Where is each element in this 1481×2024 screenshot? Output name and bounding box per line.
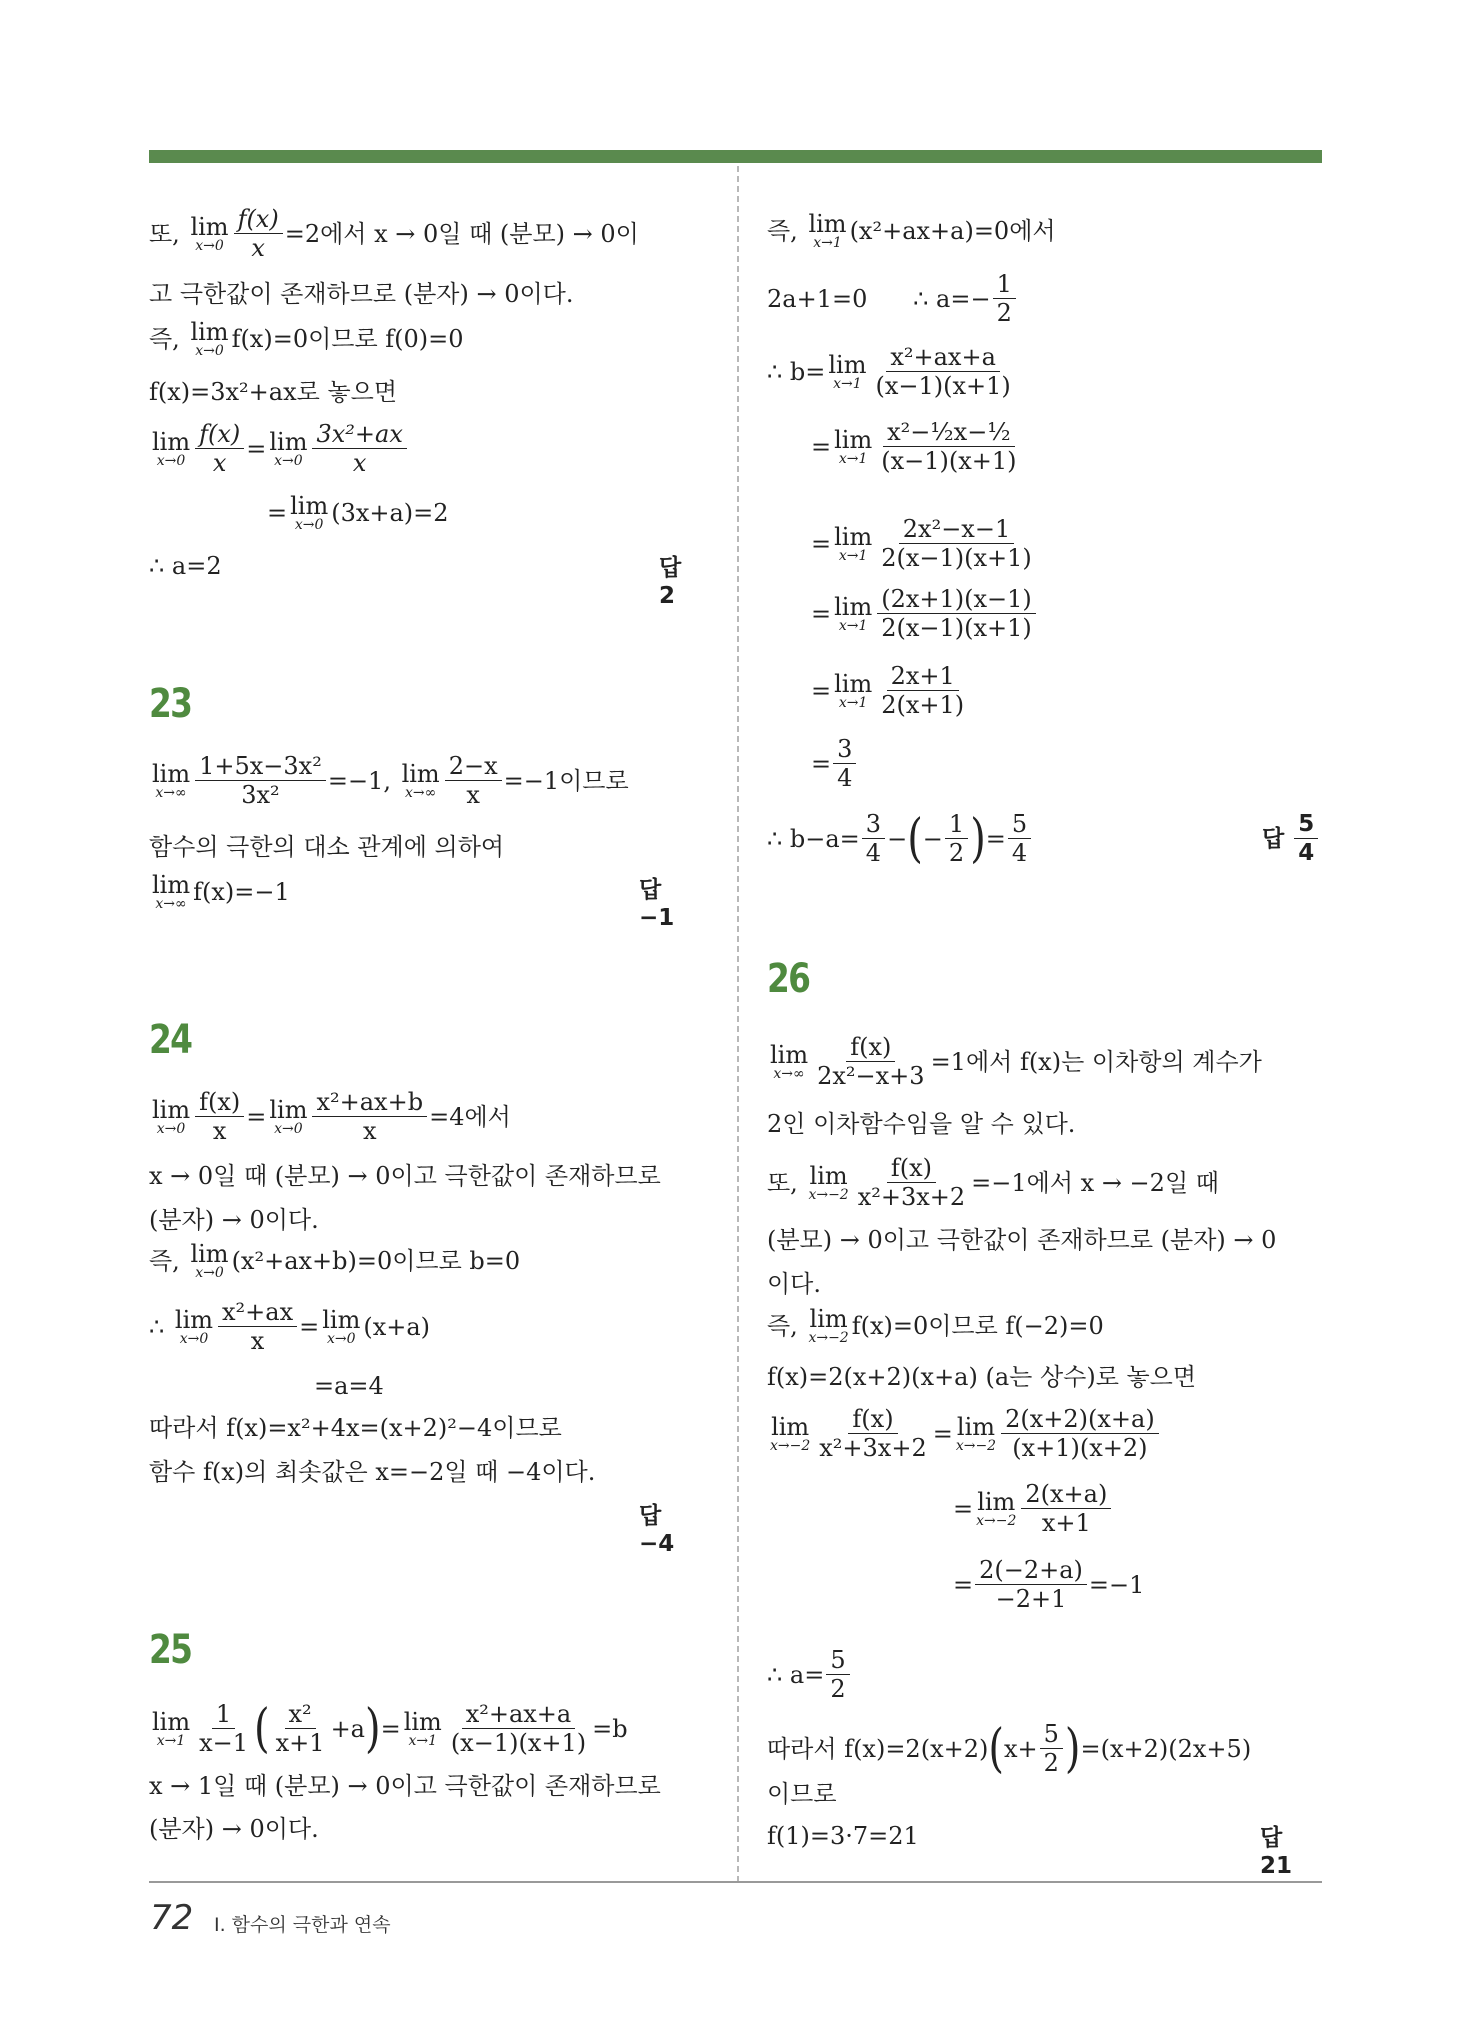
fraction: 2(x+2)(x+a) (x+1)(x+2) bbox=[1001, 1405, 1159, 1462]
p26-line14: f(1)=3·7=21 bbox=[767, 1822, 919, 1850]
p26-line4: (분모) → 0이고 극한값이 존재하므로 (분자) → 0 bbox=[767, 1226, 1277, 1254]
lim: lim x→∞ bbox=[152, 871, 191, 912]
lim: lim x→∞ bbox=[152, 759, 191, 801]
p26-line6: 즉, lim x→−2 f(x)=0이므로 f(−2)=0 bbox=[767, 1305, 1104, 1346]
lim: lim x→∞ bbox=[770, 1040, 809, 1082]
fraction: 3x²+ax x bbox=[312, 420, 406, 477]
p26-line2: 2인 이차함수임을 알 수 있다. bbox=[767, 1110, 1076, 1138]
p23-line3: lim x→∞ f(x)=−1 bbox=[152, 871, 290, 912]
fraction: 2x+1 2(x+1) bbox=[881, 662, 965, 719]
p22-line4: f(x)=3x²+ax로 놓으면 bbox=[149, 378, 397, 406]
lim: lim x→0 bbox=[152, 1095, 191, 1137]
lim: lim x→−2 bbox=[808, 1161, 849, 1203]
fraction: $\frac{1}{2}$ bbox=[993, 270, 1016, 327]
p25c-line3: ∴ b= lim x→1 x²+ax+a (x−1)(x+1) bbox=[767, 343, 1017, 400]
p24-line6: =a=4 bbox=[314, 1372, 384, 1400]
fraction: $\frac{3}{4}$ bbox=[862, 810, 885, 867]
column-divider bbox=[737, 166, 739, 1882]
p26-line12: 따라서 f(x)=2(x+2) ( x+ $\frac{5}{2}$ ) =(x+2)(2x+5) bbox=[767, 1718, 1252, 1779]
answer-23: 답 −1 bbox=[639, 877, 675, 931]
lim: lim x→1 bbox=[834, 425, 873, 467]
lim: lim x→−2 bbox=[808, 1305, 849, 1346]
lim: lim x→1 bbox=[834, 669, 873, 711]
p25-line1: lim x→1 1 x−1 ( x² x+1 +a ) = lim x→1 $\frac{\text{x²+ax+a}}{(x-1)(x+1)}$ =b bbox=[152, 1698, 628, 1759]
p26-line3: 또, lim x→−2 $\frac{f(x)}{\text{x²+3x+2}}$ =−1에서 x → −2일 때 bbox=[767, 1154, 1219, 1211]
p23-line1: lim x→∞ $\frac{\text{1+5x−3x²}}{\text{3x²}}$ =−1, lim x→∞ $\frac{2-x}{x}$ =−1이므로 bbox=[152, 752, 629, 809]
p22-line3: 즉, lim x→0 f(x)=0이므로 f(0)=0 bbox=[149, 318, 464, 359]
p24-line1: lim x→0 $\frac{f(x)}{x}$ = lim x→0 $\frac{\text{x²+ax+b}}{x}$ =4에서 bbox=[152, 1088, 511, 1145]
problem-number-24: 24 bbox=[149, 1017, 192, 1063]
fraction: $\frac{f(x)}{\text{x²+3x+2}}$ bbox=[819, 1405, 927, 1462]
p26-line7: f(x)=2(x+2)(x+a) (a는 상수)로 놓으면 bbox=[767, 1363, 1197, 1391]
p25c-line6: = lim x→1 (2x+1)(x−1) 2(x−1)(x+1) bbox=[811, 585, 1038, 642]
p24-line8: 함수 f(x)의 최솟값은 x=−2일 때 −4이다. bbox=[149, 1458, 596, 1486]
top-accent-bar bbox=[149, 150, 1322, 163]
p25c-line2: 2a+1=0 ∴ a=− $\frac{1}{2}$ bbox=[767, 270, 1018, 327]
p24-line2: x → 0일 때 (분모) → 0이고 극한값이 존재하므로 bbox=[149, 1162, 661, 1190]
lim: lim x→1 bbox=[808, 210, 847, 251]
p25c-line4: = lim x→1 x²−½x−½ (x−1)(x+1) bbox=[811, 418, 1023, 475]
answer-25: 답 5 4 bbox=[1262, 810, 1320, 867]
lim: lim x→−2 bbox=[976, 1487, 1017, 1529]
footer-rule bbox=[149, 1881, 1322, 1883]
p25-line3: (분자) → 0이다. bbox=[149, 1815, 319, 1843]
p25c-line5: = lim x→1 2x²−x−1 2(x−1)(x+1) bbox=[811, 515, 1038, 572]
lim: lim x→1 bbox=[834, 592, 873, 634]
p25c-line9: ∴ b−a= $\frac{3}{4}$ − ( − $\frac{1}{2}$ ) = $\frac{5}{4}$ bbox=[767, 810, 1033, 867]
lim: lim x→0 bbox=[190, 318, 229, 359]
p22-line7: ∴ a=2 bbox=[149, 552, 222, 580]
answer-24: 답 −4 bbox=[639, 1503, 675, 1557]
lim: lim x→0 bbox=[190, 1240, 229, 1281]
fraction: $\frac{5}{2}$ bbox=[826, 1646, 849, 1703]
lim: lim x→1 bbox=[828, 350, 867, 392]
fraction: $\frac{f(x)}{\text{2x²−x+3}}$ bbox=[817, 1033, 925, 1090]
fraction: $\frac{3}{4}$ bbox=[833, 735, 856, 792]
p22-line2: 고 극한값이 존재하므로 (분자) → 0이다. bbox=[149, 280, 574, 308]
problem-number-23: 23 bbox=[149, 681, 192, 727]
lim: lim x→1 bbox=[834, 522, 873, 564]
fraction: $\frac{2(-2+a)}{-2+1}$ bbox=[975, 1556, 1087, 1613]
p26-line10: = $\frac{2(-2+a)}{-2+1}$ =−1 bbox=[953, 1556, 1145, 1613]
answer-26: 답 21 bbox=[1260, 1825, 1293, 1879]
lim: lim x→0 bbox=[269, 1095, 308, 1137]
fraction: $\frac{1}{2}$ bbox=[945, 810, 968, 867]
lim: lim x→0 bbox=[174, 1305, 214, 1347]
p24-line4: 즉, lim x→0 (x²+ax+b)=0이므로 b=0 bbox=[149, 1240, 521, 1281]
lim: lim x→0 bbox=[290, 492, 329, 533]
page-number: 72 bbox=[150, 1898, 194, 1938]
lim: lim x→0 bbox=[152, 427, 191, 469]
p24-line3: (분자) → 0이다. bbox=[149, 1206, 319, 1234]
fraction: $\frac{f(x)}{\text{x²+3x+2}}$ bbox=[857, 1154, 966, 1211]
fraction: $\frac{\text{x²+ax}}{x}$ bbox=[218, 1298, 297, 1355]
p26-line11: ∴ a= $\frac{5}{2}$ bbox=[767, 1646, 852, 1703]
p25c-line1: 즉, lim x→1 (x²+ax+a)=0에서 bbox=[767, 210, 1056, 251]
p25c-line7: = lim x→1 2x+1 2(x+1) bbox=[811, 662, 970, 719]
fraction: $\frac{5}{2}$ bbox=[1040, 1720, 1063, 1777]
lim: lim x→1 bbox=[403, 1707, 442, 1749]
fraction: x²−½x−½ (x−1)(x+1) bbox=[881, 418, 1017, 475]
p23-line2: 함수의 극한의 대소 관계에 의하여 bbox=[149, 833, 505, 861]
p26-line9: = lim x→−2 2(x+a) x+1 bbox=[953, 1480, 1113, 1537]
lim: lim x→∞ bbox=[401, 759, 440, 801]
p26-line8: lim x→−2 $\frac{f(x)}{\text{x²+3x+2}}$ = lim x→−2 2(x+2)(x+a) (x+1)(x+2) bbox=[767, 1405, 1161, 1462]
lim: lim x→0 bbox=[322, 1305, 361, 1347]
p22-line5: lim x→0 $\frac{f(x)}{x}$ = lim x→0 3x²+ax x bbox=[149, 420, 409, 477]
p22-line1: 또, lim x→0 $\frac{f(x)}{x}$ =2에서 x → 0일 때 (분모) → 0이 bbox=[149, 205, 639, 262]
p26-line1: lim x→∞ $\frac{f(x)}{\text{2x²−x+3}}$ =1에서 f(x)는 이차항의 계수가 bbox=[770, 1033, 1262, 1090]
lim: lim x→−2 bbox=[955, 1412, 997, 1454]
fraction: $\frac{f(x)}{x}$ bbox=[195, 420, 244, 477]
p24-line7: 따라서 f(x)=x²+4x=(x+2)²−4이므로 bbox=[149, 1414, 562, 1442]
fraction: $\frac{\text{x²+ax+a}}{(x-1)(x+1)}$ bbox=[450, 1700, 587, 1757]
fraction: $\frac{f(x)}{x}$ bbox=[234, 205, 283, 262]
fraction: $\frac{\text{1+5x−3x²}}{\text{3x²}}$ bbox=[195, 752, 326, 809]
lim: lim x→0 bbox=[190, 212, 229, 254]
fraction: x² x+1 bbox=[275, 1700, 325, 1757]
fraction: $\frac{2-x}{x}$ bbox=[445, 752, 502, 809]
problem-number-26: 26 bbox=[767, 956, 810, 1002]
lim: lim x→0 bbox=[269, 427, 308, 469]
p25-line2: x → 1일 때 (분모) → 0이고 극한값이 존재하므로 bbox=[149, 1772, 661, 1800]
fraction: $\frac{\text{x²+ax+b}}{x}$ bbox=[312, 1088, 427, 1145]
p24-line5: ∴ lim x→0 $\frac{\text{x²+ax}}{x}$ = lim x→0 (x+a) bbox=[149, 1298, 431, 1355]
p26-line13: 이므로 bbox=[767, 1780, 837, 1808]
fraction: 1 x−1 bbox=[199, 1700, 249, 1757]
fraction: x²+ax+a (x−1)(x+1) bbox=[875, 343, 1011, 400]
lim: lim x→−2 bbox=[770, 1412, 811, 1454]
fraction: 2x²−x−1 2(x−1)(x+1) bbox=[881, 515, 1032, 572]
fraction: 2(x+a) x+1 bbox=[1021, 1480, 1111, 1537]
lim: lim x→1 bbox=[152, 1707, 191, 1749]
fraction: $\frac{5}{4}$ bbox=[1008, 810, 1031, 867]
answer-22: 답 2 bbox=[659, 555, 682, 609]
p25c-line8: = $\frac{3}{4}$ bbox=[811, 735, 858, 792]
p22-line6: = lim x→0 (3x+a)=2 bbox=[267, 492, 449, 533]
problem-number-25: 25 bbox=[149, 1627, 192, 1673]
fraction: $\frac{f(x)}{x}$ bbox=[195, 1088, 244, 1145]
p26-line5: 이다. bbox=[767, 1270, 821, 1298]
chapter-title: Ⅰ. 함수의 극한과 연속 bbox=[214, 1914, 391, 1936]
fraction: (2x+1)(x−1) 2(x−1)(x+1) bbox=[877, 585, 1036, 642]
